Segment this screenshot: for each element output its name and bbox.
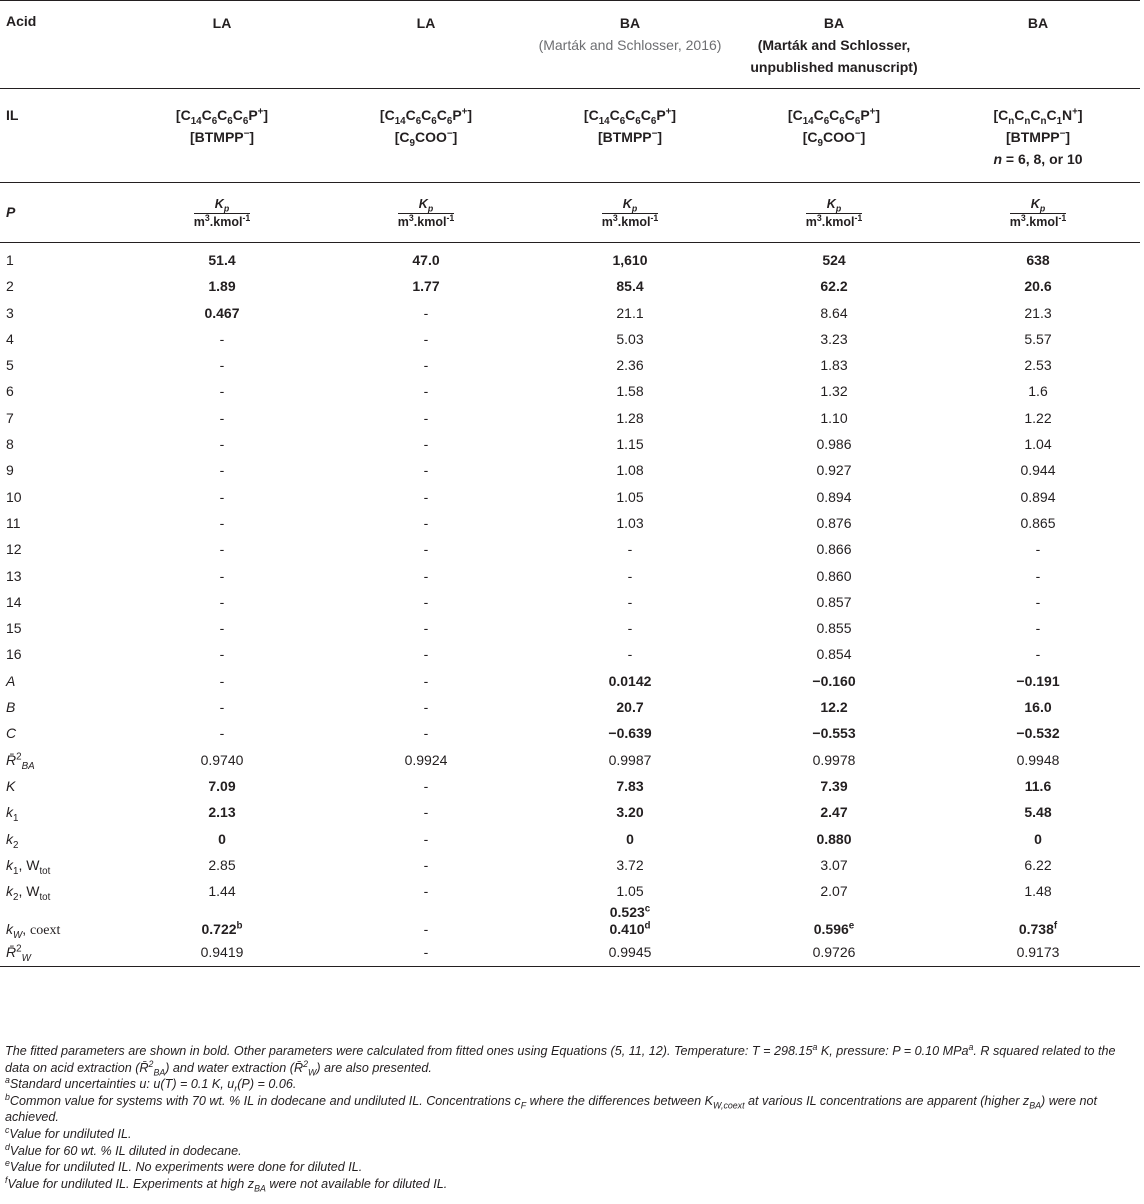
table-cell: −0.639 bbox=[608, 725, 652, 742]
table-row bbox=[0, 668, 1140, 694]
table-cell: 1.44 bbox=[208, 883, 236, 900]
table-cell: 0.876 bbox=[816, 514, 852, 531]
table-cell: - bbox=[219, 699, 225, 716]
il-anion: [BTMPP−] bbox=[597, 128, 663, 145]
row-label: 10 bbox=[6, 488, 22, 505]
unit-cell-1: $\frac{K_p}{m^3.kmol^{-1}}$ bbox=[120, 183, 324, 243]
table-cell: 1.04 bbox=[1024, 436, 1052, 453]
table-row bbox=[0, 694, 1140, 720]
table-cell: - bbox=[423, 725, 429, 742]
table-cell: 1.05 bbox=[616, 488, 644, 505]
table-cell: 0.866 bbox=[816, 541, 852, 558]
table-cell: 8.64 bbox=[820, 304, 848, 321]
table-cell: - bbox=[423, 462, 429, 479]
row-label: 7 bbox=[6, 409, 14, 426]
table-cell: - bbox=[423, 488, 429, 505]
il-cell-2 bbox=[324, 89, 528, 183]
table-cell: 1.6 bbox=[1028, 383, 1048, 400]
table-cell: - bbox=[219, 646, 225, 663]
row-label: 1 bbox=[6, 252, 14, 268]
table-cell: 0.9419 bbox=[120, 939, 324, 966]
table-cell: - bbox=[219, 488, 225, 505]
table-cell: 0 bbox=[626, 830, 634, 847]
table-cell: - bbox=[219, 383, 225, 400]
table-cell: 2.36 bbox=[616, 357, 644, 374]
table-cell: - bbox=[423, 921, 429, 938]
footnote-b: $^b$Common value for systems with 70 wt. % IL in dodecane and undiluted IL. Concentrations $c_F$ where the differences between $K_{W,coext}$ at various IL concentrations are apparent (higher $z_{BA}$) were not achieved. bbox=[5, 1091, 1097, 1125]
table-row-kw-coext bbox=[0, 904, 1140, 939]
table-row bbox=[0, 243, 1140, 274]
table-cell: −0.160 bbox=[812, 672, 856, 689]
table-cell: 0.894 bbox=[816, 488, 852, 505]
table-cell: 0.9987 bbox=[608, 751, 652, 768]
il-cell-1 bbox=[120, 89, 324, 183]
row-label: $k_2$ bbox=[6, 830, 19, 851]
table-cell: 1,610 bbox=[612, 252, 648, 268]
table-cell: - bbox=[423, 777, 429, 794]
table-row bbox=[0, 826, 1140, 852]
row-label: 16 bbox=[6, 646, 22, 663]
p-label: P bbox=[0, 183, 120, 243]
table-cell: 3.23 bbox=[820, 330, 848, 347]
row-label: $k_1$ bbox=[6, 804, 19, 825]
table-cell: 2.47 bbox=[820, 804, 848, 821]
table-cell: 7.09 bbox=[208, 777, 236, 794]
table-cell: 85.4 bbox=[616, 278, 644, 295]
table-row bbox=[0, 720, 1140, 746]
table-cell: 0.865 bbox=[1020, 514, 1056, 531]
table-cell: 0.738$^f$ bbox=[1018, 920, 1058, 938]
table-cell: - bbox=[423, 357, 429, 374]
table-cell: - bbox=[627, 620, 633, 637]
table-cell: 1.58 bbox=[616, 383, 644, 400]
table-cell: 0.854 bbox=[816, 646, 852, 663]
row-label: 6 bbox=[6, 383, 14, 400]
row-label: $k_1$, $W_{tot}$ bbox=[6, 856, 51, 877]
table-cell: 0.986 bbox=[816, 436, 852, 453]
table-cell: - bbox=[423, 436, 429, 453]
table-cell: 0.9726 bbox=[732, 939, 936, 966]
table-cell: - bbox=[423, 541, 429, 558]
table-cell: - bbox=[219, 462, 225, 479]
footnote-c: $^c$Value for undiluted IL. bbox=[5, 1124, 132, 1141]
row-label: A bbox=[6, 672, 16, 689]
il-cation: $[C_{14}C_6C_6C_6P^+]$ bbox=[787, 106, 881, 127]
row-label: 9 bbox=[6, 462, 14, 479]
table-cell: - bbox=[423, 883, 429, 900]
table-cell: - bbox=[219, 357, 225, 374]
il-cation: $[C_{14}C_6C_6C_6P^+]$ bbox=[583, 106, 677, 127]
table-cell: 1.77 bbox=[412, 278, 440, 295]
table-cell: - bbox=[1035, 567, 1041, 584]
table-cell: - bbox=[1035, 646, 1041, 663]
table-row bbox=[0, 300, 1140, 326]
row-label: 2 bbox=[6, 278, 14, 295]
table-row bbox=[0, 431, 1140, 457]
table-cell: 0.9924 bbox=[404, 751, 448, 768]
row-label: C bbox=[6, 725, 17, 742]
header-cell-3: BA (Marták and Schlosser, 2016) bbox=[528, 1, 732, 89]
table-cell: 7.83 bbox=[616, 777, 644, 794]
il-extra: n = 6, 8, or 10 bbox=[993, 151, 1083, 167]
table-cell: - bbox=[324, 939, 528, 966]
table-cell: - bbox=[219, 436, 225, 453]
table-cell: 11.6 bbox=[1024, 777, 1052, 794]
table-cell: 0.9945 bbox=[528, 939, 732, 966]
table-cell: 0.894 bbox=[1020, 488, 1056, 505]
table-cell: - bbox=[423, 804, 429, 821]
table-cell: 2.07 bbox=[820, 883, 848, 900]
table-cell: 5.03 bbox=[616, 330, 644, 347]
table-cell: - bbox=[423, 383, 429, 400]
table-cell: 12.2 bbox=[820, 699, 848, 716]
table-cell: 62.2 bbox=[820, 278, 848, 295]
table-cell: 638 bbox=[1026, 252, 1050, 268]
header-cell-2: LA bbox=[324, 1, 528, 89]
table-cell: - bbox=[1035, 620, 1041, 637]
il-cation: $[C_nC_nC_nC_1N^+]$ bbox=[993, 106, 1083, 127]
table-cell: −0.191 bbox=[1016, 672, 1060, 689]
table-cell: 21.1 bbox=[616, 304, 644, 321]
table-cell: - bbox=[219, 620, 225, 637]
row-label: 5 bbox=[6, 357, 14, 374]
table-row bbox=[0, 852, 1140, 878]
footnote-main: The fitted parameters are shown in bold. Other parameters were calculated from fitted ones using Equations (5, 11, 12). Temperature: T = 298.15$^a$ K, pressure: P = 0.10 MPa$^a$. R squared related to the data on acid extraction (R̄$^2_{BA}$) and water extraction (R̄$^2_W$) are also presented. bbox=[5, 1041, 1116, 1078]
row-label: 3 bbox=[6, 304, 14, 321]
table-cell: 5.57 bbox=[1024, 330, 1052, 347]
table-cell: - bbox=[423, 620, 429, 637]
table-cell: 7.39 bbox=[820, 777, 848, 794]
row-label: 4 bbox=[6, 330, 14, 347]
table-row bbox=[0, 641, 1140, 667]
table-cell: 1.10 bbox=[820, 409, 848, 426]
table-cell: 1.28 bbox=[616, 409, 644, 426]
header-cell-5: BA bbox=[936, 1, 1140, 89]
table-row bbox=[0, 799, 1140, 825]
table-cell: 0.523$^c$ 0.410$^d$ bbox=[609, 903, 651, 938]
table-cell: −0.553 bbox=[812, 725, 856, 742]
table-cell: - bbox=[627, 646, 633, 663]
table-row bbox=[0, 773, 1140, 799]
table-cell: 2.13 bbox=[208, 804, 236, 821]
row-label: 15 bbox=[6, 620, 22, 637]
table-cell: 3.72 bbox=[616, 856, 644, 873]
table-cell: - bbox=[627, 593, 633, 610]
table-cell: - bbox=[423, 514, 429, 531]
il-cell-4 bbox=[732, 89, 936, 183]
table-cell: - bbox=[423, 830, 429, 847]
table-cell: 2.53 bbox=[1024, 357, 1052, 374]
table-cell: 524 bbox=[822, 252, 846, 268]
table-cell: 0.860 bbox=[816, 567, 852, 584]
row-label: $k_W$, coext bbox=[6, 921, 61, 942]
table-cell: 0.9978 bbox=[812, 751, 856, 768]
il-cell-5 bbox=[936, 89, 1140, 183]
table-cell: - bbox=[219, 593, 225, 610]
table-cell: - bbox=[627, 567, 633, 584]
table-cell: - bbox=[219, 541, 225, 558]
row-label: B bbox=[6, 699, 16, 716]
unit-cell-3: $\frac{K_p}{m^3.kmol^{-1}}$ bbox=[528, 183, 732, 243]
table-cell: 6.22 bbox=[1024, 856, 1052, 873]
table-row bbox=[0, 352, 1140, 378]
table-row bbox=[0, 589, 1140, 615]
table-cell: - bbox=[423, 330, 429, 347]
table-cell: 1.08 bbox=[616, 462, 644, 479]
table-cell: 0.9948 bbox=[1016, 751, 1060, 768]
table-cell: - bbox=[627, 541, 633, 558]
table-cell: - bbox=[1035, 541, 1041, 558]
table-cell: - bbox=[423, 304, 429, 321]
table-cell: 20.6 bbox=[1024, 278, 1052, 295]
table-cell: 1.05 bbox=[616, 883, 644, 900]
footnote-f: $^f$Value for undiluted IL. Experiments at high $z_{BA}$ were not available for diluted IL. bbox=[5, 1174, 448, 1194]
table-row bbox=[0, 273, 1140, 299]
row-label: $k_2$, $W_{tot}$ bbox=[6, 883, 51, 903]
table-cell: 3.20 bbox=[616, 804, 644, 821]
table-cell: 1.22 bbox=[1024, 409, 1052, 426]
table-cell: - bbox=[423, 409, 429, 426]
table-cell: 21.3 bbox=[1024, 304, 1052, 321]
table-cell: 0 bbox=[1034, 830, 1042, 847]
table-row bbox=[0, 484, 1140, 510]
table-cell: 3.07 bbox=[820, 856, 848, 873]
il-row bbox=[0, 89, 1140, 183]
table-row-rw bbox=[0, 939, 1140, 966]
il-anion: [BTMPP−] bbox=[189, 128, 255, 145]
table-cell: - bbox=[423, 856, 429, 873]
table-cell: 16.0 bbox=[1024, 699, 1052, 716]
row-label: 14 bbox=[6, 593, 22, 610]
header-row bbox=[0, 1, 1140, 89]
row-label: R̄$^2_{BA}$ bbox=[6, 750, 35, 772]
footnotes bbox=[5, 1043, 1141, 1192]
row-label: 13 bbox=[6, 567, 22, 584]
table-cell: - bbox=[423, 646, 429, 663]
table-row bbox=[0, 536, 1140, 562]
table-cell: 0.467 bbox=[204, 304, 240, 321]
header-cell-1: LA bbox=[120, 1, 324, 89]
table-cell: 0.944 bbox=[1020, 462, 1056, 479]
table-cell: - bbox=[219, 672, 225, 689]
table-cell: - bbox=[1035, 593, 1041, 610]
table-cell: - bbox=[423, 593, 429, 610]
table-cell: 0.0142 bbox=[608, 672, 652, 689]
table-cell: 0.9740 bbox=[200, 751, 244, 768]
unit-cell-4: $\frac{K_p}{m^3.kmol^{-1}}$ bbox=[732, 183, 936, 243]
table-cell: 1.48 bbox=[1024, 883, 1052, 900]
row-label: K bbox=[6, 777, 16, 794]
table-cell: 0 bbox=[218, 830, 226, 847]
table-row bbox=[0, 378, 1140, 404]
table-cell: 0.596e bbox=[813, 920, 855, 938]
reference-link[interactable]: (Marták and Schlosser, 2016) bbox=[538, 37, 722, 53]
il-anion: [BTMPP−] bbox=[1005, 128, 1071, 145]
il-cell-3 bbox=[528, 89, 732, 183]
table-cell: 0.855 bbox=[816, 620, 852, 637]
table-cell: 5.48 bbox=[1024, 804, 1052, 821]
table-cell: - bbox=[423, 567, 429, 584]
table-cell: 1.03 bbox=[616, 514, 644, 531]
table-cell: - bbox=[219, 514, 225, 531]
table-row bbox=[0, 326, 1140, 352]
row-label: 12 bbox=[6, 541, 22, 558]
table-row bbox=[0, 457, 1140, 483]
table-cell: - bbox=[219, 725, 225, 742]
table-cell: 2.85 bbox=[208, 856, 236, 873]
table-cell: 47.0 bbox=[412, 252, 440, 268]
table-cell: - bbox=[423, 699, 429, 716]
table-cell: - bbox=[219, 409, 225, 426]
footnote-d: $^d$Value for 60 wt. % IL diluted in dodecane. bbox=[5, 1141, 242, 1158]
table-cell: 1.89 bbox=[208, 278, 236, 295]
table-row bbox=[0, 747, 1140, 773]
table-cell: - bbox=[423, 672, 429, 689]
unit-cell-2: $\frac{K_p}{m^3.kmol^{-1}}$ bbox=[324, 183, 528, 243]
table-cell: 51.4 bbox=[208, 252, 236, 268]
il-cation: $[C_{14}C_6C_6C_6P^+]$ bbox=[379, 106, 473, 127]
table-row bbox=[0, 405, 1140, 431]
acid-label: Acid bbox=[0, 1, 120, 89]
header-cell-4: BA (Marták and Schlosser, unpublished manuscript) bbox=[732, 1, 936, 89]
il-anion: $[C_9COO^-]$ bbox=[394, 128, 458, 149]
row-label: 11 bbox=[6, 514, 21, 531]
table-cell: 1.32 bbox=[820, 383, 848, 400]
table-cell: 1.15 bbox=[616, 436, 644, 453]
unit-cell-5: $\frac{K_p}{m^3.kmol^{-1}}$ bbox=[936, 183, 1140, 243]
footnote-a: $^a$Standard uncertainties u: u(T) = 0.1 K, $u_r(P) = 0.06$. bbox=[5, 1075, 297, 1094]
footnote-e: $^e$Value for undiluted IL. No experiments were done for diluted IL. bbox=[5, 1157, 363, 1175]
table-cell: - bbox=[219, 330, 225, 347]
table-cell: - bbox=[219, 567, 225, 584]
table-cell: 0.927 bbox=[816, 462, 852, 479]
table-cell: −0.532 bbox=[1016, 725, 1060, 742]
il-cation: $[C_{14}C_6C_6C_6P^+]$ bbox=[175, 106, 269, 127]
table-cell: 1.83 bbox=[820, 357, 848, 374]
table-cell: 20.7 bbox=[616, 699, 644, 716]
table-cell: 0.722$^b$ bbox=[201, 920, 243, 938]
row-label: R̄$^2_W$ bbox=[0, 939, 120, 966]
table-row bbox=[0, 878, 1140, 904]
table-row bbox=[0, 563, 1140, 589]
p-row bbox=[0, 183, 1140, 243]
il-anion: $[C_9COO^-]$ bbox=[802, 128, 866, 149]
table-row bbox=[0, 615, 1140, 641]
table-row bbox=[0, 510, 1140, 536]
table-cell: 0.9173 bbox=[936, 939, 1140, 966]
row-label: 8 bbox=[6, 436, 14, 453]
il-label: IL bbox=[0, 89, 120, 183]
table-cell: 0.880 bbox=[816, 830, 852, 847]
table-cell: 0.857 bbox=[816, 593, 852, 610]
